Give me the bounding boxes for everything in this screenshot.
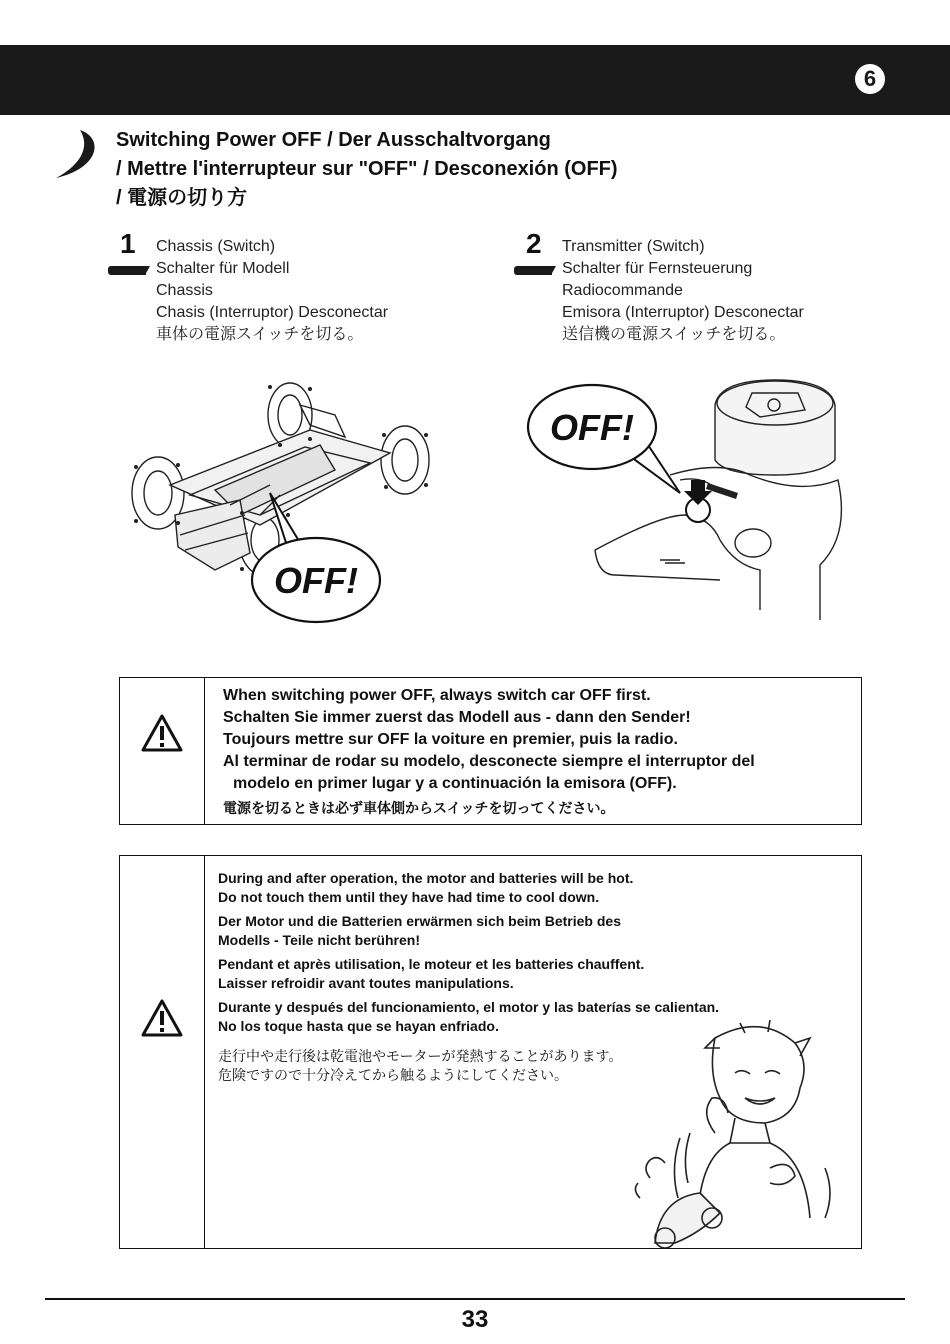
step-marker-icon (108, 266, 146, 275)
warning-triangle-icon (140, 998, 184, 1038)
step-1-line: Chassis (Switch) (156, 238, 276, 255)
warning-1-line: Al terminar de rodar su modelo, desconecte siempre el interruptor del (223, 753, 755, 770)
warning-2-line: During and after operation, the motor and batteries will be hot. (218, 870, 634, 886)
warning-divider (204, 678, 205, 824)
step-2-line: Emisora (Interruptor) Desconectar (562, 304, 804, 321)
transmitter-off-callout: OFF! (550, 407, 634, 448)
warning-1-line-jp: 電源を切るときは必ず車体側からスイッチを切ってください。 (223, 800, 615, 816)
warning-2-paragraph-fr (218, 955, 719, 993)
warning-2-line: Durante y después del funcionamiento, el motor y las baterías se calientan. (218, 999, 720, 1015)
warning-1-line: modelo en primer lugar y a continuación la emisora (OFF). (233, 775, 677, 792)
header-bar (0, 45, 950, 115)
page-title (116, 126, 618, 213)
warning-2-line: 危険ですので十分冷えてから触るようにしてください。 (218, 1067, 568, 1083)
step-2-number: 2 (526, 228, 542, 259)
warning-box-power-order (119, 677, 862, 825)
warning-2-line: Pendant et après utilisation, le moteur et les batteries chauffent. (218, 956, 645, 972)
title-line-1: Switching Power OFF / Der Ausschaltvorgang (116, 129, 551, 151)
warning-box-heat (119, 855, 862, 1249)
hot-motor-illustration (620, 1018, 860, 1248)
step-1-line: Schalter für Modell (156, 260, 290, 277)
title-line-3: / 電源の切り方 (116, 187, 248, 209)
chassis-off-callout: OFF! (274, 560, 358, 601)
footer-rule (45, 1298, 905, 1300)
warning-2-line: 走行中や走行後は乾電池やモーターが発熱することがあります。 (218, 1048, 623, 1064)
warning-1-line: When switching power OFF, always switch car OFF first. (223, 687, 651, 704)
step-1-instructions (156, 236, 388, 346)
warning-2-line: Der Motor und die Batterien erwärmen sich beim Betrieb des (218, 913, 621, 929)
transmitter-illustration (520, 365, 850, 625)
section-number-badge: 6 (855, 64, 885, 94)
warning-2-line: No los toque hasta que se hayan enfriado. (218, 1018, 499, 1034)
page-number: 33 (461, 1306, 489, 1333)
step-1-line: Chassis (156, 282, 213, 299)
step-1-line: Chasis (Interruptor) Desconectar (156, 304, 389, 321)
warning-1-line: Schalten Sie immer zuerst das Modell aus - dann den Sender! (223, 709, 691, 726)
warning-1-text (223, 685, 755, 819)
warning-2-line: Do not touch them until they have had time to cool down. (218, 889, 600, 905)
step-1-line: 車体の電源スイッチを切る。 (156, 326, 364, 343)
warning-2-line: Laisser refroidir avant toutes manipulations. (218, 975, 514, 991)
step-2-line: 送信機の電源スイッチを切る。 (562, 326, 786, 343)
warning-2-paragraph-en (218, 869, 719, 907)
title-line-2: / Mettre l'interrupteur sur "OFF" / Desconexión (OFF) (116, 158, 618, 180)
step-1-number: 1 (120, 228, 136, 259)
warning-2-paragraph-de (218, 912, 719, 950)
warning-divider (204, 856, 205, 1248)
warning-triangle-icon (140, 713, 184, 753)
step-2-line: Schalter für Fernsteuerung (562, 260, 753, 277)
step-2-line: Radiocommande (562, 282, 683, 299)
step-2-instructions (562, 236, 804, 346)
crescent-icon (52, 128, 104, 180)
chassis-illustration (120, 375, 490, 635)
warning-1-line: Toujours mettre sur OFF la voiture en premier, puis la radio. (223, 731, 678, 748)
step-2-line: Transmitter (Switch) (562, 238, 705, 255)
step-marker-icon (514, 266, 552, 275)
warning-2-line: Modells - Teile nicht berühren! (218, 932, 420, 948)
